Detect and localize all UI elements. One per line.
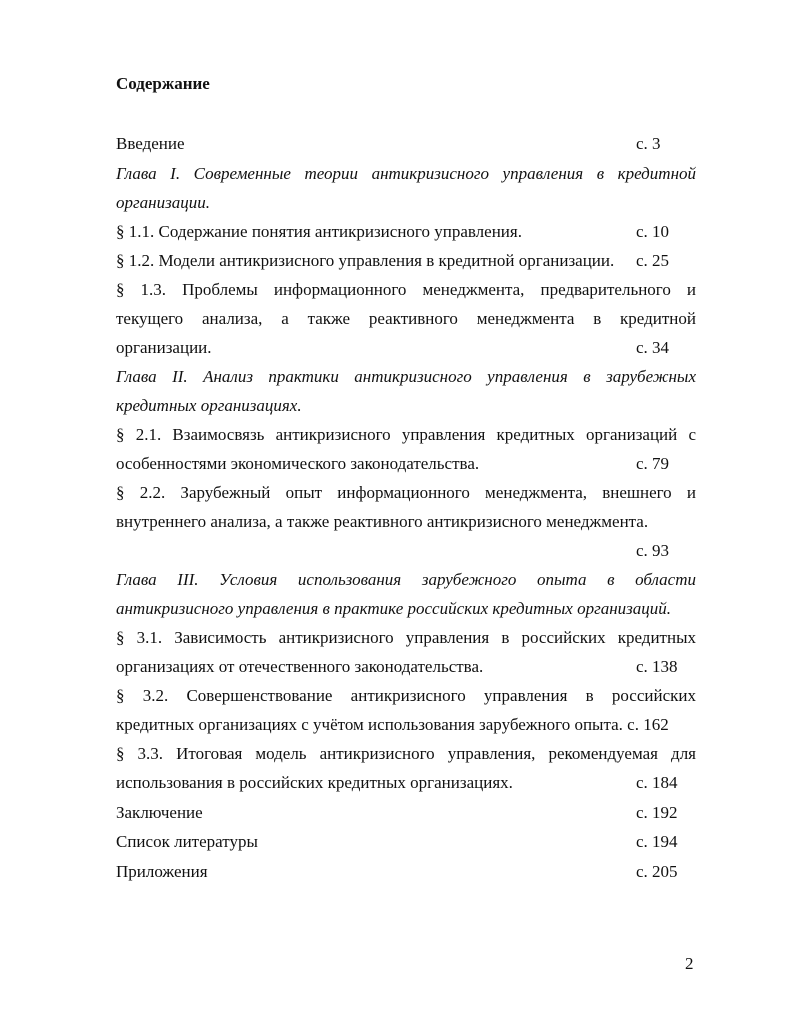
toc-entry-1-1: § 1.1. Содержание понятия антикризисного управления.: [116, 222, 522, 241]
toc-page-conclusion: с. 192: [636, 803, 678, 822]
toc-entry-2-1-line-1: § 2.1. Взаимосвязь антикризисного управления кредитных организаций с: [116, 425, 696, 444]
page-title: Содержание: [116, 74, 210, 93]
toc-page-references: с. 194: [636, 832, 678, 851]
toc-page-1-1: с. 10: [636, 222, 670, 241]
toc-chapter-2-line-1: Глава II. Анализ практики антикризисного управления в зарубежных: [116, 367, 696, 386]
toc-chapter-1-line-1: Глава I. Современные теории антикризисного управления в кредитной: [116, 164, 696, 183]
toc-chapter-1-line-2: организации.: [116, 193, 210, 212]
toc-chapter-3-line-2: антикризисного управления в практике российских кредитных организаций.: [116, 599, 672, 618]
toc-entry-intro: Введение: [116, 134, 185, 153]
toc-page-intro: с. 3: [636, 134, 661, 153]
toc-chapter-2-line-2: кредитных организациях.: [116, 396, 302, 415]
toc-page-2-2: с. 93: [636, 541, 670, 560]
page-number: 2: [685, 954, 694, 973]
toc-chapter-3-line-1: Глава III. Условия использования зарубежного опыта в области: [116, 570, 696, 589]
toc-entry-2-2-line-2: внутреннего анализа, а также реактивного антикризисного менеджмента.: [116, 512, 649, 531]
toc-page-3-3: с. 184: [636, 773, 678, 792]
toc-page-1-2: с. 25: [636, 251, 670, 270]
toc-entry-appendices: Приложения: [116, 862, 208, 881]
toc-entry-1-3-line-1: § 1.3. Проблемы информационного менеджмента, предварительного и: [116, 280, 696, 299]
toc-entry-1-2: § 1.2. Модели антикризисного управления в кредитной организации.: [116, 251, 615, 270]
toc-page-3-1: с. 138: [636, 657, 678, 676]
toc-entry-3-2-line-1: § 3.2. Совершенствование антикризисного управления в российских: [116, 686, 696, 705]
toc-entry-2-1-line-2: особенностями экономического законодательства.: [116, 454, 480, 473]
toc-page-appendices: с. 205: [636, 862, 678, 881]
toc-entry-1-3-line-2: текущего анализа, а также реактивного менеджмента в кредитной: [116, 309, 696, 328]
toc-entry-3-1-line-2: организациях от отечественного законодательства.: [116, 657, 484, 676]
toc-entry-3-1-line-1: § 3.1. Зависимость антикризисного управления в российских кредитных: [116, 628, 696, 647]
toc-entry-3-3-line-2: использования в российских кредитных организациях.: [116, 773, 513, 792]
toc-entry-conclusion: Заключение: [116, 803, 203, 822]
toc-entry-3-3-line-1: § 3.3. Итоговая модель антикризисного управления, рекомендуемая для: [116, 744, 696, 763]
toc-page-1-3: с. 34: [636, 338, 670, 357]
toc-entry-references: Список литературы: [116, 832, 258, 851]
toc-page-2-1: с. 79: [636, 454, 670, 473]
toc-entry-2-2-line-1: § 2.2. Зарубежный опыт информационного менеджмента, внешнего и: [116, 483, 696, 502]
toc-entry-1-3-line-3: организации.: [116, 338, 212, 357]
toc-entry-3-2-line-2: кредитных организациях с учётом использования зарубежного опыта. с. 162: [116, 715, 669, 734]
